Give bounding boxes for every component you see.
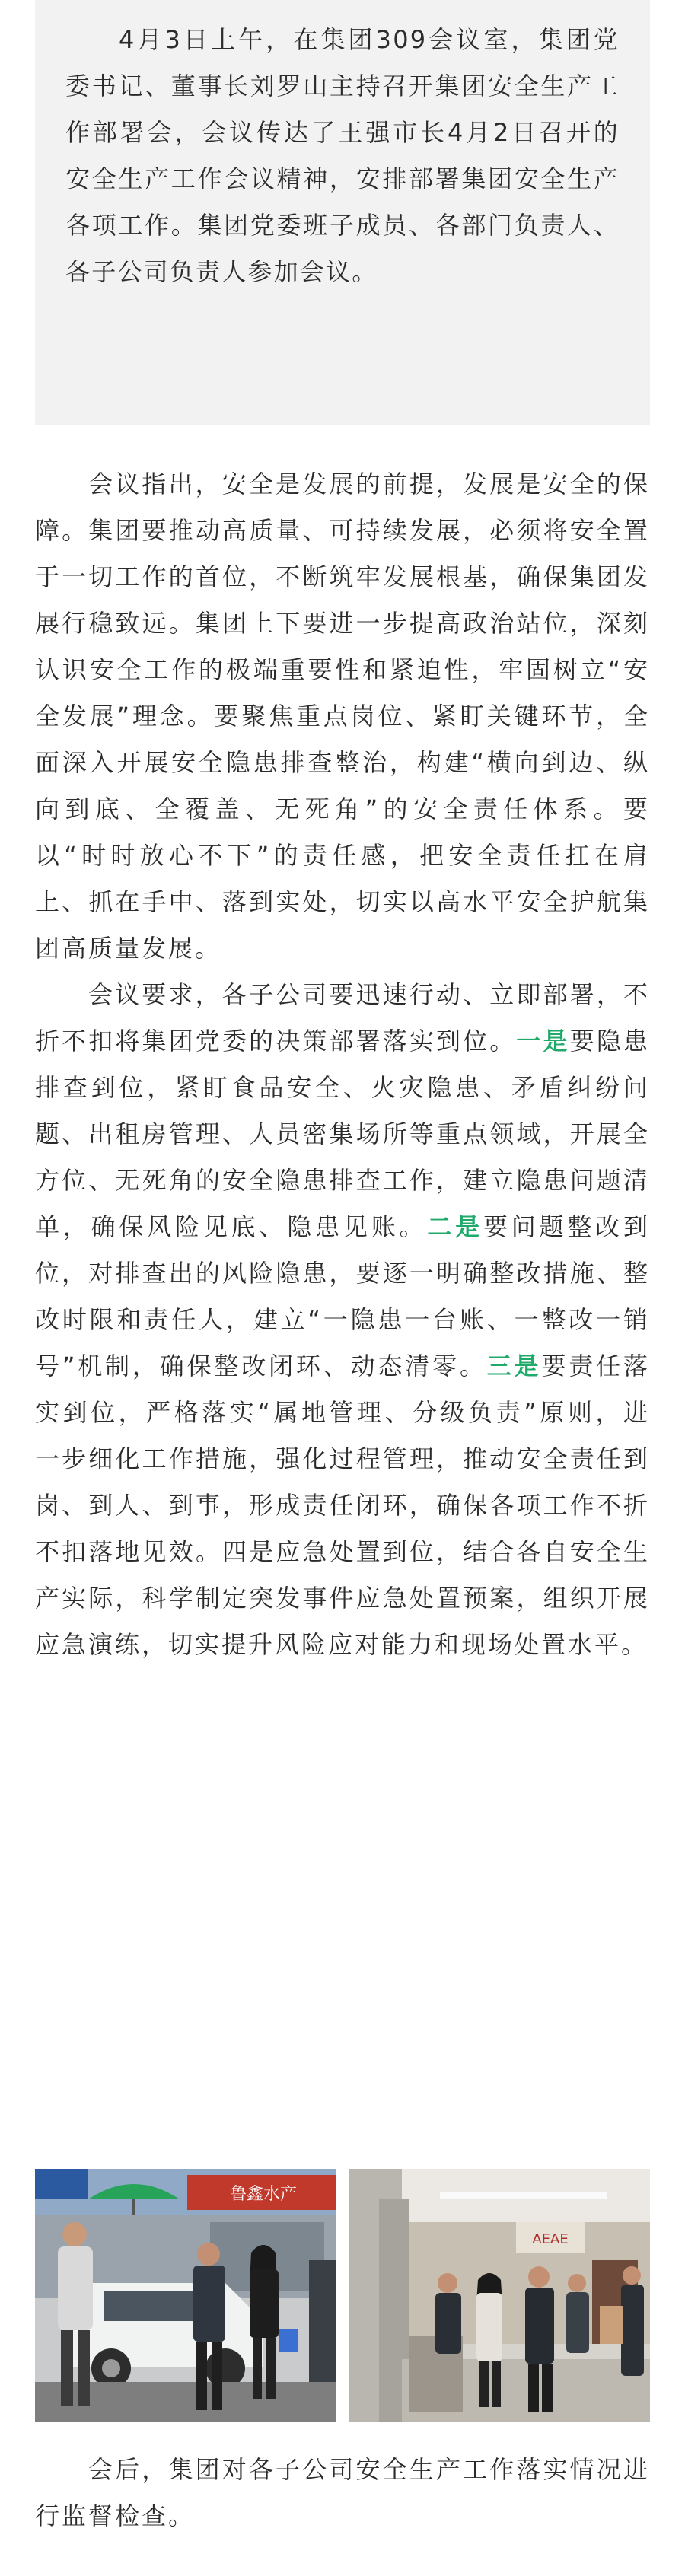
highlight-label-1: 一是 [516, 1027, 570, 1056]
highlight-label-2: 二是 [427, 1212, 483, 1241]
article-body [35, 461, 650, 1668]
highlight-label-3: 三是 [486, 1352, 542, 1380]
body-paragraph-2 [35, 972, 650, 1668]
street-inspection-photo [35, 2169, 336, 2422]
indoor-inspection-photo [349, 2169, 650, 2422]
requirement-text-2: 要问题整改到位，对排查出的风险隐患，要逐一明确整改措施、整改时限和责任人，建立“一隐患一台账、一整改一销号”机制，确保整改闭环、动态清零。 [35, 1212, 650, 1380]
summary-box [35, 0, 650, 425]
body-paragraph-1: 会议指出，安全是发展的前提，发展是安全的保障。集团要推动高质量、可持续发展，必须将安全置于一切工作的首位，不断筑牢发展根基，确保集团发展行稳致远。集团上下要进一步提高政治站位，深刻认识安全工作的极端重要性和紧迫性，牢固树立“安全发展”理念。要聚焦重点岗位、紧盯关键环节，全面深入开展安全隐患排查整治，构建“横向到边、纵向到底、全覆盖、无死角”的安全责任体系。要以“时时放心不下”的责任感，把安全责任扛在肩上、抓在手中、落到实处，切实以高水平安全护航集团高质量发展。 [35, 470, 650, 963]
shop-sign-text: 鲁鑫水产 [229, 2185, 298, 2204]
summary-paragraph: 4月3日上午，在集团309会议室，集团党委书记、董事长刘罗山主持召开集团安全生产工作部署会，会议传达了王强市长4月2日召开的安全生产工作会议精神，安排部署集团安全生产各项工作。集团党委班子成员、各部门负责人、各子公司负责人参加会议。 [65, 25, 620, 286]
requirement-text-3: 要责任落实到位，严格落实“属地管理、分级负责”原则，进一步细化工作措施，强化过程管理，推动安全责任到岗、到人、到事，形成责任闭环，确保各项工作不折不扣落地见效。四是应急处置到位，结合各自安全生产实际，科学制定突发事件应急处置预案，组织开展应急演练，切实提升风险应对能力和现场处置水平。 [35, 1352, 650, 1659]
photo-row [35, 2169, 650, 2422]
requirements-intro: 会议要求，各子公司要迅速行动、立即部署，不折不扣将集团党委的决策部署落实到位。 [35, 980, 650, 1056]
photo-caption [35, 2447, 650, 2539]
requirement-text-1: 要隐患排查到位，紧盯食品安全、火灾隐患、矛盾纠纷问题、出租房管理、人员密集场所等重点领域，开展全方位、无死角的安全隐患排查工作，建立隐患问题清单，确保风险见底、隐患见账。 [35, 1027, 650, 1241]
store-sign-text: AEAE [532, 2231, 569, 2247]
caption-paragraph: 会后，集团对各子公司安全生产工作落实情况进行监督检查。 [35, 2455, 650, 2530]
